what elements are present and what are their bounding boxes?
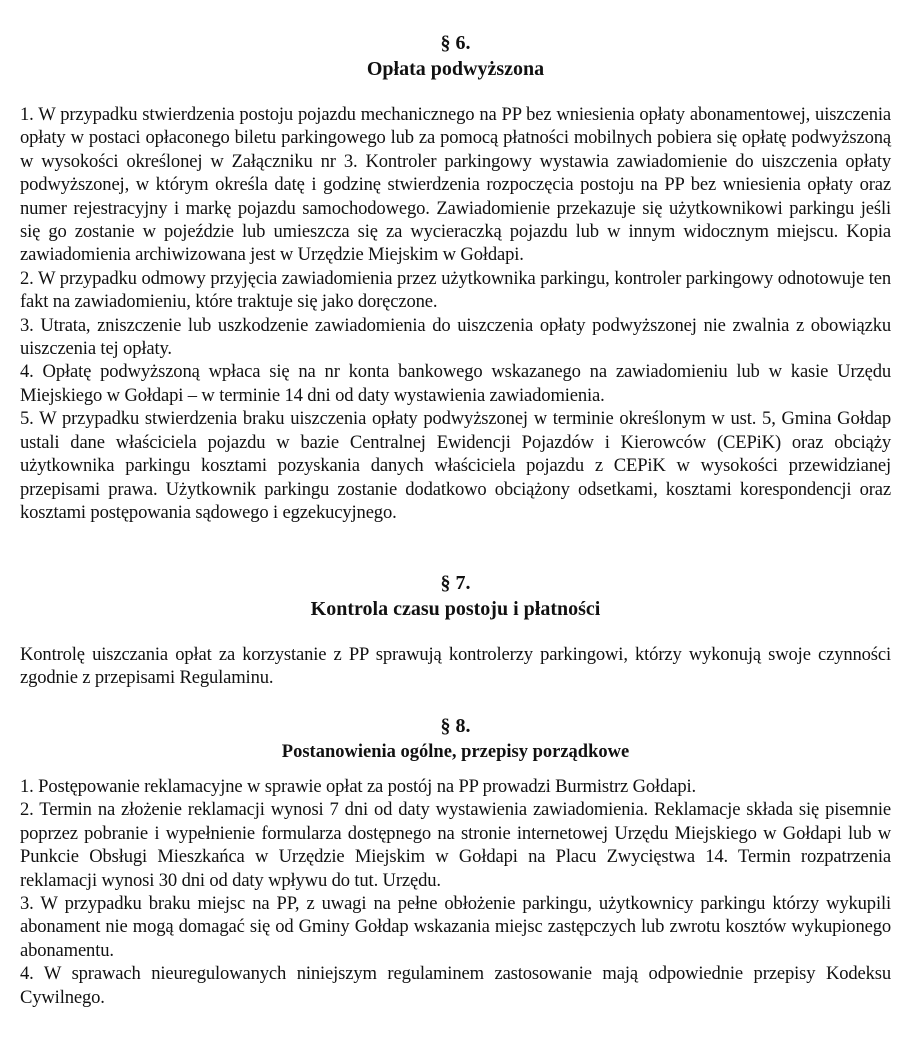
paragraph: 4. Opłatę podwyższoną wpłaca się na nr konta bankowego wskazanego na zawiadomieniu lub w kasie Urzędu Miejskiego w Gołdapi – w terminie 14 dni od daty wystawienia zawiadomienia.: [20, 361, 891, 406]
section-8: [20, 713, 891, 1009]
section-number: § 6.: [440, 32, 471, 54]
section-title: Opłata podwyższona: [366, 58, 545, 80]
section-7: [20, 570, 891, 690]
section-6: [20, 30, 891, 524]
paragraph: 3. W przypadku braku miejsc na PP, z uwagi na pełne obłożenie parkingu, użytkownicy parkingu którzy wykupili abonament nie mogą domagać się od Gminy Gołdap wskazania miejsc zastępczych lub zwrotu kosztów wykupionego abonamentu.: [20, 893, 891, 961]
paragraph: 1. Postępowanie reklamacyjne w sprawie opłat za postój na PP prowadzi Burmistrz Gołdapi.: [20, 776, 696, 797]
paragraph: 3. Utrata, zniszczenie lub uszkodzenie zawiadomienia do uiszczenia opłaty podwyższonej nie zwalnia z obowiązku uiszczenia tej opłaty.: [20, 314, 891, 360]
paragraph: Kontrolę uiszczania opłat za korzystanie z PP sprawują kontrolerzy parkingowi, którzy wykonują swoje czynności zgodnie z przepisami Regulaminu.: [20, 644, 891, 689]
paragraph: 2. W przypadku odmowy przyjęcia zawiadomienia przez użytkownika parkingu, kontroler parkingowy odnotowuje ten fakt na zawiadomieniu, które traktuje się jako doręczone.: [20, 267, 891, 313]
paragraph: 1. W przypadku stwierdzenia postoju pojazdu mechanicznego na PP bez wniesienia opłaty abonamentowej, uiszczenia opłaty w postaci opłaconego biletu parkingowego lub za pomocą płatności mobilnych pobiera się opłatę podwyższoną w wysokości określonej w Załączniku nr 3. Kontroler parkingowy wystawia zawiadomienie do uiszczenia opłaty podwyższonej, w którym określa datę i godzinę stwierdzenia rozpoczęcia postoju na PP bez wniesienia opłaty oraz numer rejestracyjny i markę pojazdu samochodowego. Zawiadomienie przekazuje się użytkownikowi parkingu jeśli się go zostanie w pojeździe lub umieszcza się za wycieraczką pojazdu lub w innym widocznym miejscu. Kopia zawiadomienia archiwizowana jest w Urzędzie Miejskim w Gołdapi.: [20, 104, 891, 266]
paragraph: 5. W przypadku stwierdzenia braku uiszczenia opłaty podwyższonej w terminie określonym w ust. 5, Gmina Gołdap ustali dane właściciela pojazdu w bazie Centralnej Ewidencji Pojazdów i Kierowców (CEPiK) oraz obciąży użytkownika parkingu kosztami pozyskania danych właściciela pojazdu z CEPiK w wysokości przewidzianej przepisami prawa. Użytkownik parkingu zostanie dodatkowo obciążony odsetkami, kosztami korespondencji oraz kosztami postępowania sądowego i egzekucyjnego.: [20, 408, 891, 523]
paragraph: 2. Termin na złożenie reklamacji wynosi 7 dni od daty wystawienia zawiadomienia. Reklamacje składa się pisemnie poprzez pobranie i wypełnienie formularza dostępnego na stronie internetowej Urzędu Miejskiego w Gołdapi lub w Punkcie Obsługi Mieszkańca w Urzędzie Miejskim w Gołdapi na Placu Zwycięstwa 14. Termin rozpatrzenia reklamacji wynosi 30 dni od daty wpływu do tut. Urzędu.: [20, 799, 891, 891]
section-number: § 8.: [440, 715, 471, 737]
section-title: Kontrola czasu postoju i płatności: [310, 598, 601, 620]
paragraph: 4. W sprawach nieuregulowanych niniejszym regulaminem zastosowanie mają odpowiednie przepisy Kodeksu Cywilnego.: [20, 963, 891, 1008]
section-title: Postanowienia ogólne, przepisy porządkowe: [281, 742, 630, 762]
section-number: § 7.: [440, 572, 471, 594]
